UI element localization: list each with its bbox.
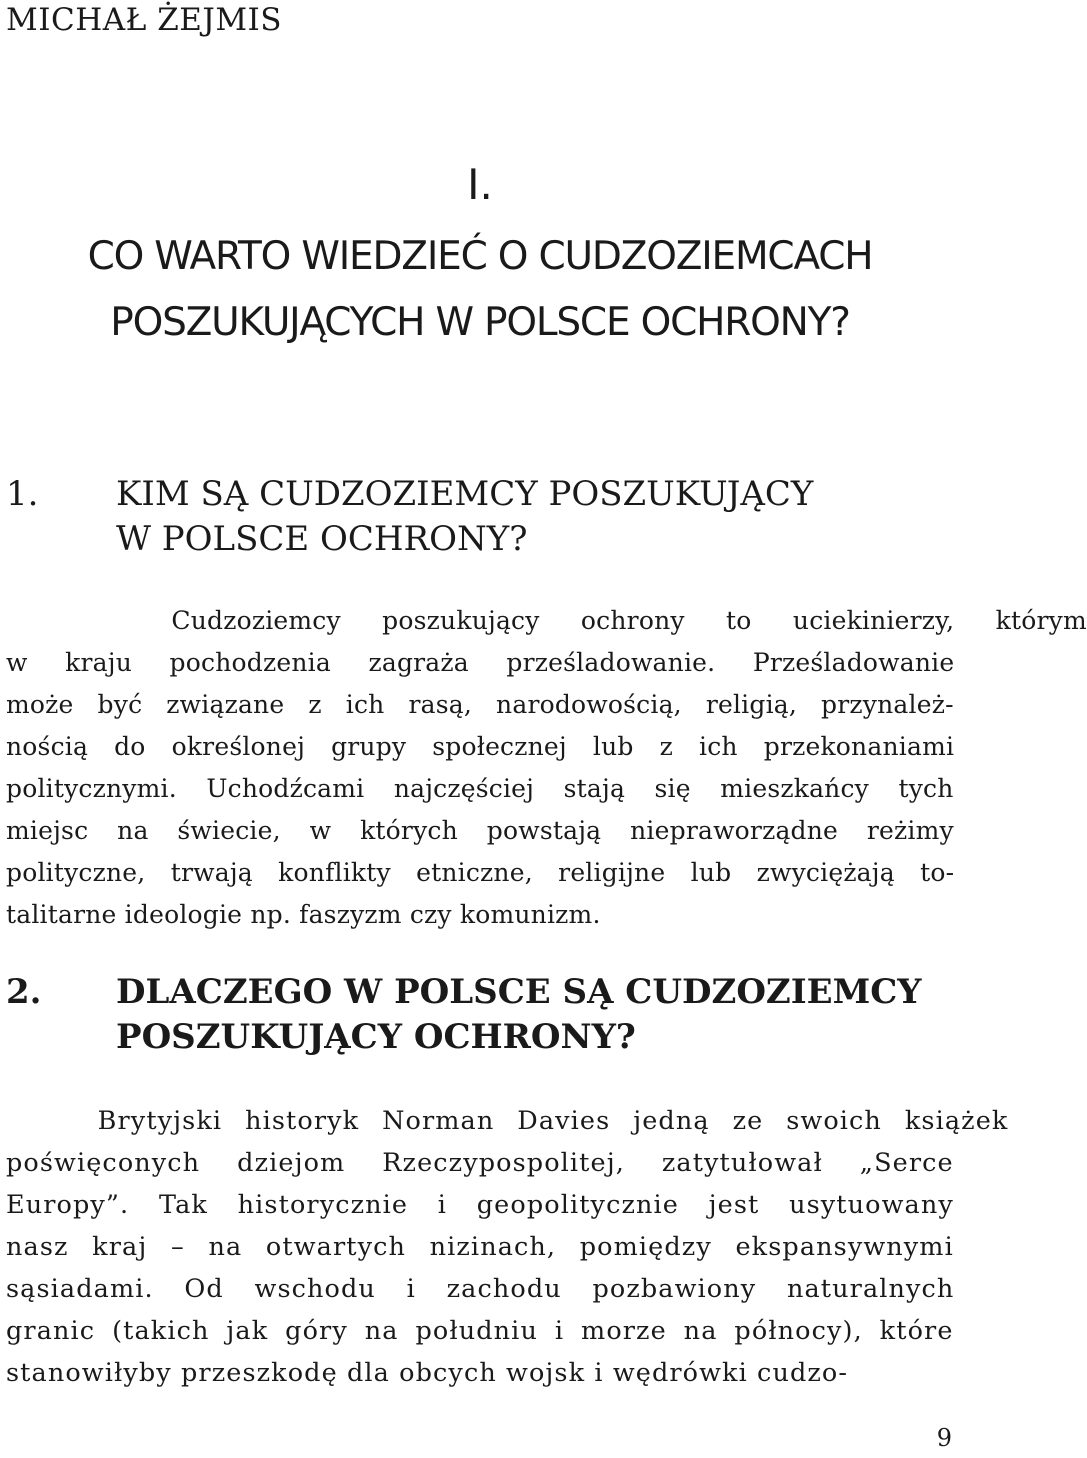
paragraph-line: w kraju pochodzenia zagraża prześladowanie. Prześladowanie bbox=[6, 648, 955, 677]
section-number: 1. bbox=[6, 474, 39, 514]
section-number: 2. bbox=[6, 972, 42, 1012]
section-title bbox=[116, 472, 956, 562]
paragraph-line: Europy”. Tak historycznie i geopolitycznie jest usytuowany bbox=[6, 1190, 954, 1220]
part-title-line: CO WARTO WIEDZIEĆ O CUDZOZIEMCACH bbox=[87, 234, 873, 279]
section-paragraph bbox=[6, 1100, 1009, 1394]
section-title-line: W POLSCE OCHRONY? bbox=[116, 519, 528, 559]
paragraph-line: talitarne ideologie np. faszyzm czy komunizm. bbox=[6, 900, 601, 929]
paragraph-line: polityczne, trwają konflikty etniczne, religijne lub zwyciężają to- bbox=[6, 858, 955, 887]
paragraph-line: stanowiłyby przeszkodę dla obcych wojsk i wędrówki cudzo- bbox=[6, 1358, 849, 1388]
paragraph-line: sąsiadami. Od wschodu i zachodu pozbawiony naturalnych bbox=[6, 1274, 955, 1304]
paragraph-line: może być związane z ich rasą, narodowością, religią, przynależ- bbox=[6, 690, 954, 719]
section-title bbox=[116, 970, 956, 1060]
paragraph-line: miejsc na świecie, w których powstają niepraworządne reżimy bbox=[6, 816, 954, 845]
paragraph-line: politycznymi. Uchodźcami najczęściej stają się mieszkańcy tych bbox=[6, 774, 954, 803]
paragraph-line: Brytyjski historyk Norman Davies jedną ze swoich książek bbox=[6, 1106, 1009, 1136]
part-title bbox=[0, 224, 960, 356]
section-paragraph bbox=[6, 600, 1087, 936]
paragraph-line: granic (takich jak góry na południu i morze na północy), które bbox=[6, 1316, 954, 1346]
paragraph-line: Cudzoziemcy poszukujący ochrony to uciekinierzy, którym bbox=[6, 606, 1087, 635]
section-title-line: KIM SĄ CUDZOZIEMCY POSZUKUJĄCY bbox=[116, 474, 814, 514]
paragraph-line: poświęconych dziejom Rzeczypospolitej, zatytułował „Serce bbox=[6, 1148, 954, 1178]
paragraph-line: nością do określonej grupy społecznej lub z ich przekonaniami bbox=[6, 732, 955, 761]
section-title-line: DLACZEGO W POLSCE SĄ CUDZOZIEMCY bbox=[116, 972, 922, 1012]
running-head: MICHAŁ ŻEJMIS bbox=[6, 2, 283, 38]
section-title-line: POSZUKUJĄCY OCHRONY? bbox=[116, 1017, 636, 1057]
page-number: 9 bbox=[936, 1424, 952, 1452]
paragraph-line: nasz kraj – na otwartych nizinach, pomiędzy ekspansywnymi bbox=[6, 1232, 954, 1262]
part-title-line: POSZUKUJĄCYCH W POLSCE OCHRONY? bbox=[110, 300, 850, 345]
part-number: I. bbox=[467, 160, 493, 209]
